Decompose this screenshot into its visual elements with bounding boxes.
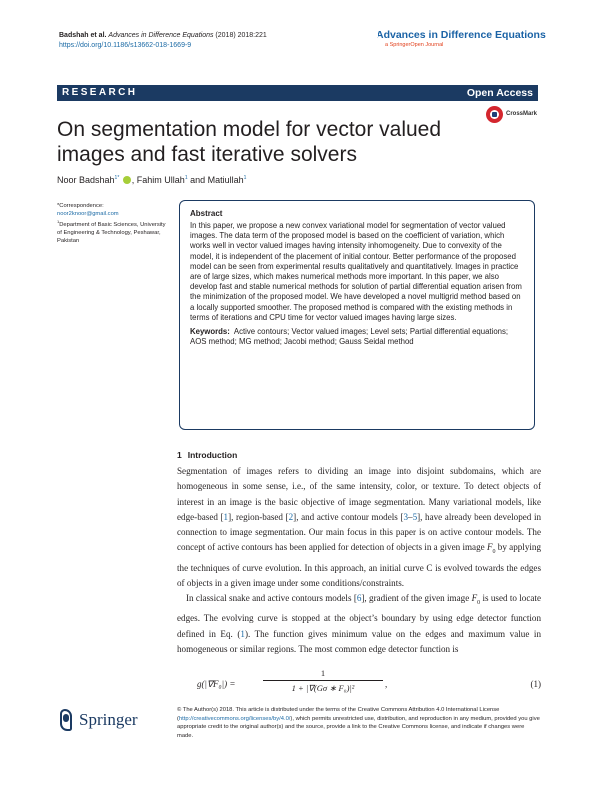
journal-brand[interactable] (372, 29, 546, 48)
body-text (177, 464, 541, 657)
paragraph: In classical snake and active contours models [6], gradient of the given image $F_0$ is used to locate edges. The evolving curve is stopped at the object’s boundary by using edge detector function defined in Eq. (1). The function gives minimum value on the edges and maximum value in homogeneous or similar regions. The most common edge detector function is (177, 593, 541, 654)
affiliation-block (57, 202, 169, 245)
equation-1: g(|∇F₀|) = 1 1 + |∇(Gσ ∗ F₀)|² , (1) (197, 668, 541, 693)
author-affil-ref[interactable]: 1 (243, 175, 247, 181)
article-type-banner (57, 85, 538, 101)
correspondence-label: *Correspondence: (57, 203, 104, 209)
affiliation-sup: 1 (57, 219, 60, 224)
paragraph: Segmentation of images refers to dividing an image into disjoint subdomains, which are homogeneous in some sense, i.e., of the same intensity, color, or texture. To detect objects of interest in an image is the basic objective of image segmentation. Many variational models, like edge-based [1], region-based [2], and active contour models [3–5], have already been developed in connection to image segmentation. Our main focus in this paper is on active contour models. The concept of active contours has been applied for detection of objects in a given image $F_0$ by applying the techniques of curve evolution. In this approach, an initial curve C is evolved towards the edges of objects in a given image under some conditions/constraints. (177, 466, 542, 588)
citation-header (59, 31, 267, 51)
abstract-box (179, 200, 535, 430)
orcid-icon[interactable] (123, 176, 131, 184)
citation-authors: Badshah et al. (59, 32, 107, 39)
equation-denominator: 1 + |∇(Gσ ∗ F₀)|² (291, 683, 355, 693)
keywords (190, 327, 524, 347)
crossmark-button[interactable] (486, 106, 546, 128)
section-heading (177, 450, 237, 460)
license-link[interactable]: http://creativecommons.org/licenses/by/4.0/ (178, 715, 291, 722)
equation-fraction (263, 668, 383, 694)
citation-link[interactable]: 6 (356, 593, 362, 604)
equation-numerator: 1 (320, 668, 326, 678)
author-name: Noor Badshah (57, 175, 115, 185)
citation-link[interactable]: 5 (412, 511, 418, 522)
open-access-label: Open Access (466, 87, 533, 99)
doi-link[interactable]: https://doi.org/10.1186/s13662-018-1669-9 (59, 42, 192, 49)
keywords-text: Active contours; Vector valued images; Level sets; Partial differential equations; AOS method; MG method; Jacobi method; Gauss Seidal method (190, 327, 509, 347)
license-text: © The Author(s) 2018. This article is distributed under the terms of the Creative Commons Attribution 4.0 International License (http://creativecommons.org/licenses/by/4.0/), which permits unrestricted use, distribution, and reproduction in any medium, provided you give appropriate credit to the original author(s) and the source, provide a link to the Creative Commons license, and indicate if changes were made. (177, 707, 540, 739)
citation-journal: Advances in Difference Equations (108, 32, 214, 39)
equation-number: (1) (530, 679, 541, 689)
correspondence-email[interactable]: noor2knoor@gmail.com (57, 211, 119, 217)
journal-name: Advances in Difference Equations (376, 29, 546, 41)
keywords-label: Keywords: (190, 327, 230, 337)
springer-logo[interactable] (57, 706, 157, 734)
abstract-text: In this paper, we propose a new convex variational model for segmentation of vector valued images. The data term of the proposed model is based on the coefficient of variation, which works well in vector valued images having intensity inhomogeneity. Due to convexity of the model, it is independent of the placement of initial contour. Better performance of the proposed model can be seen from experimental results qualitatively and quantitatively. Images in practice are of large sizes, which makes numerical methods more important. In this paper, we also develop fast and stable numerical methods for solution of partial differential equation arisen from the minimization of the proposed model. We have developed a novel multigrid method based on a locally supported smoother. The proposed method is compared with the existing methods in terms of iterations and CPU time for vector valued images having large sizes. (190, 221, 522, 322)
publisher-name: Springer (79, 710, 138, 729)
section-title: Introduction (187, 450, 238, 460)
journal-subtitle: a SpringerOpen Journal (385, 42, 444, 48)
author-name: and Matiullah (187, 175, 244, 185)
citation-rest: (2018) 2018:221 (213, 32, 267, 39)
author-affil-ref[interactable]: 1 (184, 175, 188, 181)
springer-horse-icon (57, 707, 75, 733)
affiliation-text: Department of Basic Sciences, University of Engineering & Technology, Peshawar, Pakistan (57, 221, 166, 244)
citation-link[interactable]: 2 (288, 511, 294, 522)
article-type: RESEARCH (62, 87, 138, 98)
equation-lhs: g(|∇F₀|) = (197, 679, 236, 689)
article-title: On segmentation model for vector valued images and fast iterative solvers (57, 118, 442, 166)
author-affil-ref[interactable]: 1* (114, 175, 120, 181)
author-list (57, 175, 246, 185)
citation-link[interactable]: 1 (223, 511, 229, 522)
crossmark-label: CrossMark (506, 111, 538, 117)
author-name: , Fahim Ullah (131, 175, 185, 185)
section-number: 1 (177, 450, 182, 460)
equation-link[interactable]: 1 (240, 628, 245, 639)
citation-link[interactable]: 3 (403, 511, 409, 522)
abstract-heading: Abstract (190, 209, 223, 218)
